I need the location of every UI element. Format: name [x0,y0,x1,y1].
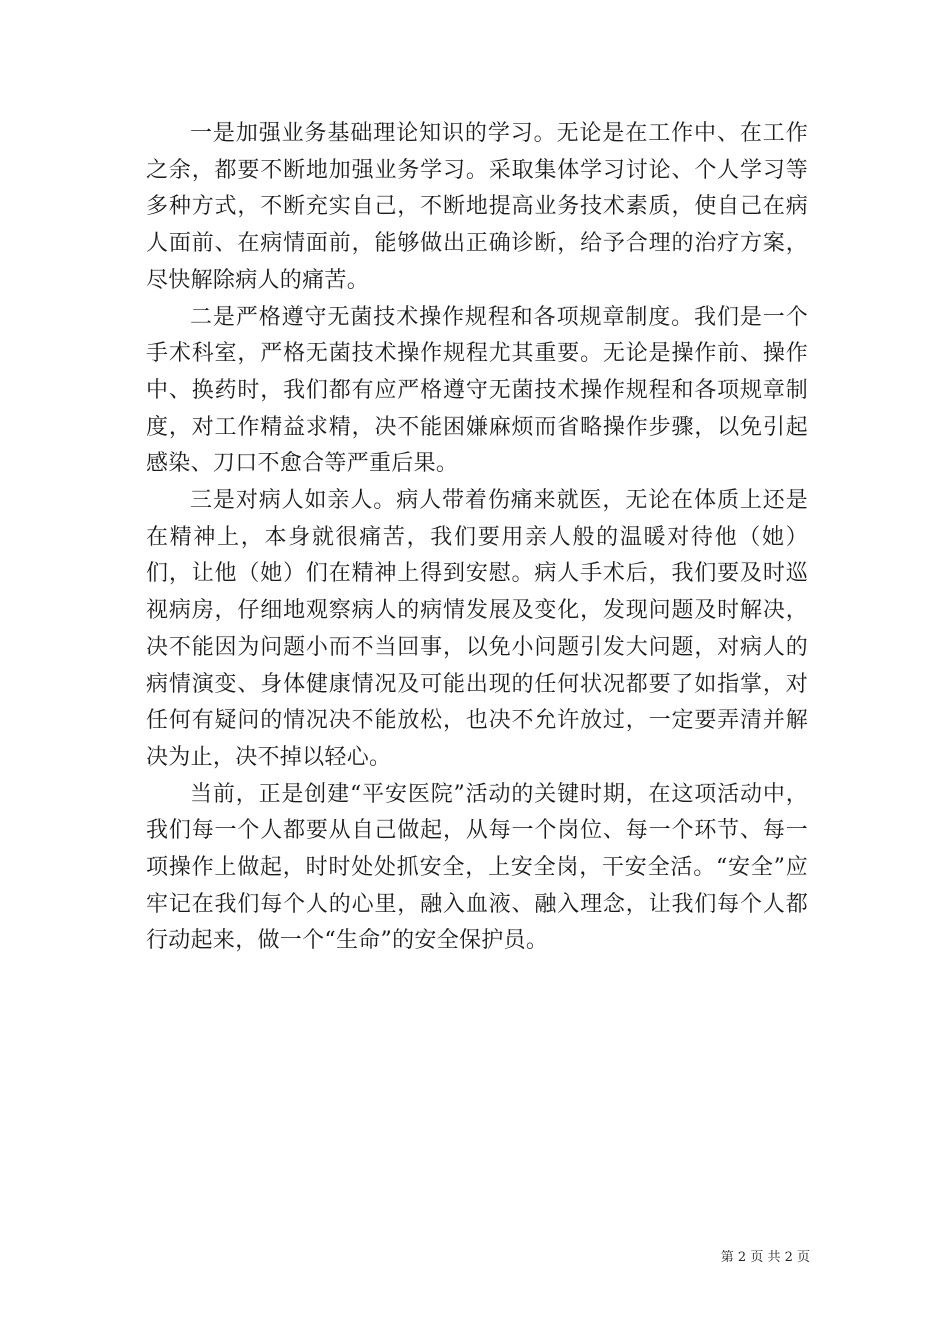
paragraph-sterile-rules: 二是严格遵守无菌技术操作规程和各项规章制度。我们是一个手术科室，严格无菌技术操作规程尤其重要。无论是操作前、操作中、换药时，我们都有应严格遵守无菌技术操作规程和各项规章制度，对工作精益求精，决不能困嫌麻烦而省略操作步骤，以免引起感染、刀口不愈合等严重后果。 [146,304,808,477]
page-number: 第 2 页 共 2 页 [720,1250,810,1265]
paragraph-patient-care: 三是对病人如亲人。病人带着伤痛来就医，无论在体质上还是在精神上，本身就很痛苦，我们要用亲人般的温暖对待他（她）们，让他（她）们在精神上得到安慰。病人手术后，我们要及时巡视病房，仔细地观察病人的病情发展及变化，发现问题及时解决，决不能因为问题小而不当回事，以免小问题引发大问题，对病人的病情演变、身体健康情况及可能出现的任何状况都要了如指掌，对任何有疑问的情况决不能放松，也决不允许放过，一定要弄清并解决为止，决不掉以轻心。 [146,488,808,770]
document-body [146,116,808,960]
paragraph-study: 一是加强业务基础理论知识的学习。无论是在工作中、在工作之余，都要不断地加强业务学习。采取集体学习讨论、个人学习等多种方式，不断充实自己，不断地提高业务技术素质，使自己在病人面前、在病情面前，能够做出正确诊断，给予合理的治疗方案，尽快解除病人的痛苦。 [146,121,808,293]
paragraph-safe-hospital: 当前，正是创建“平安医院”活动的关键时期，在这项活动中，我们每一个人都要从自己做起，从每一个岗位、每一个环节、每一项操作上做起，时时处处抓安全，上安全岗，干安全活。“安全”应牢记在我们每个人的心里，融入血液、融入理念，让我们每个人都行动起来，做一个“生命”的安全保护员。 [146,781,808,954]
